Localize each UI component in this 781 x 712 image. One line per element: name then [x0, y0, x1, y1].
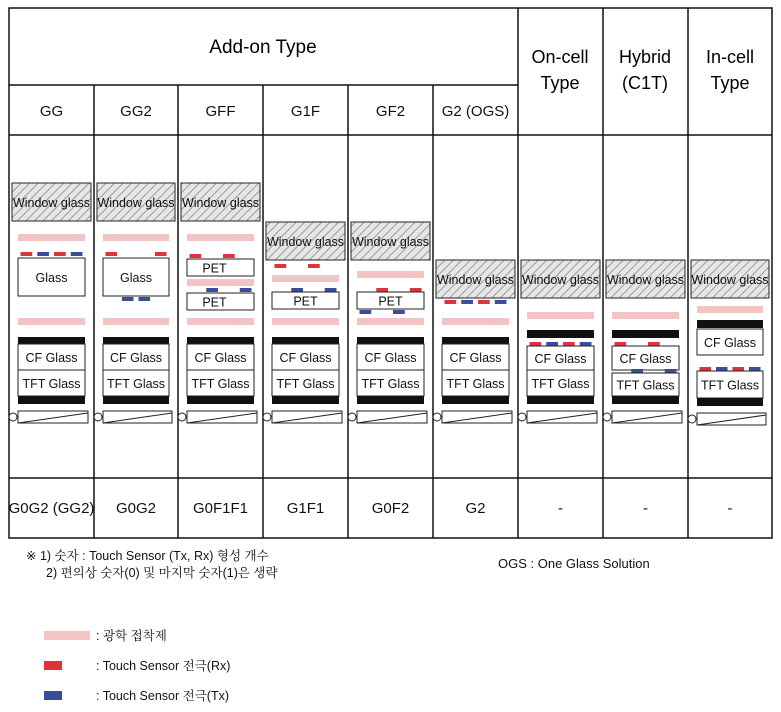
black-layer	[612, 330, 679, 338]
rx-electrode	[275, 264, 287, 268]
column-name: GG2	[120, 103, 152, 120]
column-code: G1F1	[286, 500, 325, 517]
tft-glass-layer-label: TFT Glass	[616, 378, 675, 393]
stack-column	[263, 222, 345, 423]
backlight-lamp	[178, 413, 186, 421]
black-layer	[272, 396, 339, 404]
stack-column	[9, 183, 91, 423]
column-code: G0F2	[371, 500, 410, 517]
cf-glass-layer-label: CF Glass	[279, 351, 332, 365]
black-layer	[612, 396, 679, 404]
rx-electrode	[105, 252, 117, 256]
adhesive-layer	[103, 234, 169, 241]
tx-electrode	[580, 342, 592, 346]
tx-electrode	[291, 288, 303, 292]
tft-glass-layer-label: TFT Glass	[191, 377, 250, 391]
black-layer	[442, 396, 509, 404]
hybrid-title-line2: (C1T)	[622, 73, 668, 93]
backlight-lamp	[9, 413, 17, 421]
legend-tx	[44, 687, 229, 703]
rx-electrode	[410, 288, 422, 292]
pet-layer-label: PET	[202, 261, 227, 276]
tft-glass-layer-label: TFT Glass	[700, 378, 760, 393]
column-names	[40, 103, 509, 120]
tx-swatch	[44, 691, 62, 700]
adhesive-swatch	[44, 631, 90, 640]
black-layer	[527, 396, 594, 404]
tx-electrode	[393, 310, 405, 314]
cf-glass-layer-label: CF Glass	[703, 336, 757, 350]
tx-electrode	[716, 367, 728, 371]
rx-electrode	[21, 252, 33, 256]
legend-rx-label: : Touch Sensor 전극(Rx)	[96, 659, 231, 673]
cf-glass-layer-label: CF Glass	[449, 351, 502, 365]
tft-glass-layer-label: TFT Glass	[446, 377, 505, 391]
backlight-lamp	[603, 413, 611, 421]
column-name: GG	[39, 103, 64, 120]
adhesive-layer	[187, 318, 254, 325]
tft-glass-layer-label: TFT Glass	[531, 377, 590, 391]
incell-title-line2: Type	[710, 73, 750, 93]
window-glass-label: Window glass	[97, 196, 175, 210]
tx-electrode	[240, 288, 252, 292]
adhesive-layer	[697, 306, 763, 313]
glass-layer-label: Glass	[120, 271, 152, 285]
tx-electrode	[546, 342, 558, 346]
stack-column	[688, 260, 769, 425]
backlight-lamp	[348, 413, 356, 421]
adhesive-layer	[527, 312, 594, 319]
glass-layer-label: Glass	[35, 271, 68, 285]
pet-layer-label: PET	[202, 295, 227, 310]
black-layer	[103, 396, 169, 404]
rx-electrode	[648, 342, 660, 346]
column-code: G0G2 (GG2)	[8, 500, 95, 517]
incell-title-line1: In-cell	[705, 47, 755, 67]
black-layer	[697, 320, 763, 328]
window-glass-label: Window glass	[691, 273, 769, 287]
rx-electrode	[54, 252, 66, 256]
black-layer	[103, 337, 169, 344]
rx-swatch	[44, 661, 62, 670]
oncell-title-line2: Type	[540, 73, 580, 93]
stack-column	[94, 183, 175, 423]
column-code: G0G2	[115, 500, 157, 517]
footnotes	[26, 548, 278, 582]
tx-electrode	[495, 300, 507, 304]
column-code: -	[558, 500, 563, 517]
backlight-lamp	[263, 413, 271, 421]
rx-electrode	[732, 367, 744, 371]
rx-electrode	[308, 264, 320, 268]
adhesive-layer	[103, 318, 169, 325]
tx-electrode	[71, 252, 83, 256]
tx-electrode	[749, 367, 761, 371]
cf-glass-layer-label: CF Glass	[534, 352, 587, 366]
rx-electrode	[478, 300, 490, 304]
window-glass-label: Window glass	[521, 273, 600, 287]
cf-glass-layer-label: CF Glass	[109, 351, 163, 365]
window-glass-label: Window glass	[436, 273, 515, 287]
black-layer	[18, 337, 85, 344]
legend-rx	[44, 657, 230, 673]
hybrid-title-line1: Hybrid	[618, 47, 672, 67]
addon-type-title: Add-on Type	[209, 37, 317, 58]
column-code: G0F1F1	[192, 500, 249, 517]
column-name: G1F	[290, 103, 321, 120]
tx-electrode	[665, 369, 677, 373]
adhesive-layer	[18, 234, 85, 241]
adhesive-layer	[357, 271, 424, 278]
window-glass-label: Window glass	[266, 235, 345, 249]
stack-column	[348, 222, 430, 423]
rx-electrode	[699, 367, 711, 371]
column-code: -	[727, 500, 733, 517]
rx-electrode	[615, 342, 627, 346]
window-glass-label: Window glass	[606, 273, 685, 287]
footnote-2: 2) 편의상 숫자(0) 및 마지막 숫자(1)은 생략	[46, 566, 278, 580]
column-code: G2	[465, 500, 486, 517]
black-layer	[357, 396, 424, 404]
layer-stacks	[9, 183, 769, 425]
rx-electrode	[376, 288, 388, 292]
stack-column	[433, 260, 515, 423]
tx-electrode	[461, 300, 473, 304]
tx-electrode	[325, 288, 337, 292]
tx-electrode	[122, 297, 134, 301]
column-name: G2 (OGS)	[441, 103, 510, 120]
stack-column	[603, 260, 685, 423]
rx-electrode	[445, 300, 457, 304]
black-layer	[272, 337, 339, 344]
column-name: GF2	[375, 103, 406, 120]
tx-electrode	[631, 369, 643, 373]
column-name: GFF	[205, 103, 236, 120]
adhesive-layer	[357, 318, 424, 325]
legend-tx-label: : Touch Sensor 전극(Tx)	[96, 689, 229, 703]
ogs-note: OGS : One Glass Solution	[498, 556, 650, 571]
window-glass-label: Window glass	[12, 196, 91, 210]
black-layer	[187, 337, 254, 344]
backlight-lamp	[688, 415, 696, 423]
adhesive-layer	[187, 234, 254, 241]
black-layer	[357, 337, 424, 344]
oncell-title-line1: On-cell	[531, 47, 589, 67]
tft-glass-layer-label: TFT Glass	[22, 377, 81, 391]
tft-glass-layer-label: TFT Glass	[361, 377, 420, 391]
black-layer	[187, 396, 254, 404]
legend-adhesive-label: : 광학 접착제	[96, 629, 167, 643]
rx-electrode	[190, 254, 202, 258]
cf-glass-layer-label: CF Glass	[25, 351, 78, 365]
tx-electrode	[37, 252, 49, 256]
black-layer	[18, 396, 85, 404]
tft-glass-layer-label: TFT Glass	[106, 377, 166, 391]
cf-glass-layer-label: CF Glass	[364, 351, 417, 365]
adhesive-layer	[272, 318, 339, 325]
tx-electrode	[360, 310, 372, 314]
stack-column	[518, 260, 600, 423]
rx-electrode	[563, 342, 575, 346]
rx-electrode	[155, 252, 167, 256]
adhesive-layer	[442, 318, 509, 325]
rx-electrode	[223, 254, 235, 258]
legend-adhesive	[44, 627, 167, 643]
column-code: -	[643, 500, 648, 517]
adhesive-layer	[18, 318, 85, 325]
tx-electrode	[206, 288, 218, 292]
pet-layer-label: PET	[378, 294, 403, 309]
backlight-lamp	[433, 413, 441, 421]
rx-electrode	[530, 342, 542, 346]
tft-glass-layer-label: TFT Glass	[276, 377, 335, 391]
black-layer	[527, 330, 594, 338]
tx-electrode	[138, 297, 150, 301]
adhesive-layer	[272, 275, 339, 282]
adhesive-layer	[612, 312, 679, 319]
footnote-1: ※ 1) 숫자 : Touch Sensor (Tx, Rx) 형성 개수	[26, 549, 269, 563]
backlight-lamp	[518, 413, 526, 421]
cf-glass-layer-label: CF Glass	[619, 352, 672, 366]
black-layer	[442, 337, 509, 344]
window-glass-label: Window glass	[351, 235, 430, 249]
stack-column	[178, 183, 260, 423]
adhesive-layer	[187, 279, 254, 286]
column-codes	[9, 500, 733, 517]
backlight-lamp	[94, 413, 102, 421]
black-layer	[697, 398, 763, 406]
pet-layer-label: PET	[293, 294, 318, 309]
cf-glass-layer-label: CF Glass	[194, 351, 247, 365]
window-glass-label: Window glass	[181, 196, 260, 210]
